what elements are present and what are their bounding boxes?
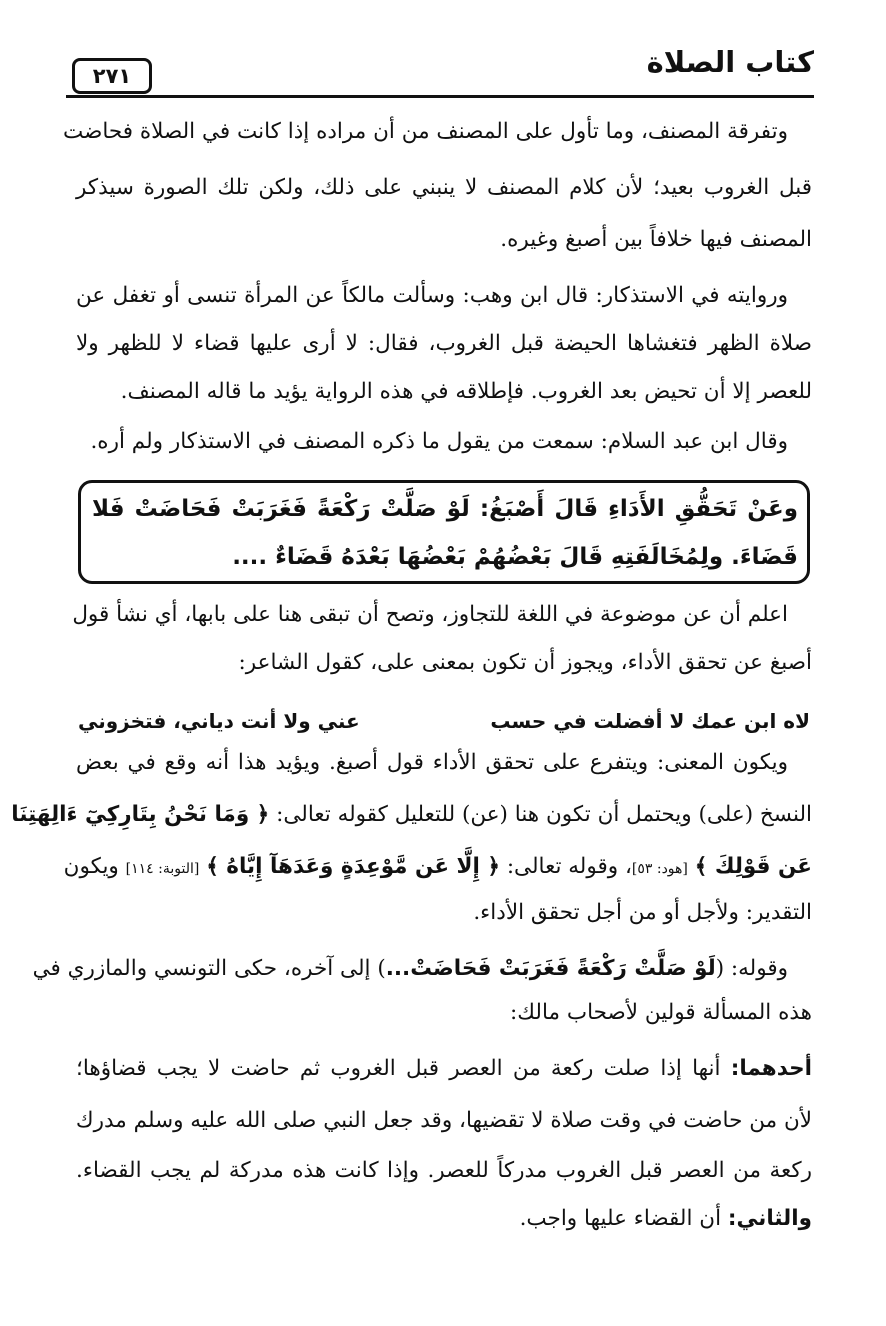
verse-reference: [هود: ٥٣]: [631, 861, 688, 877]
header-rule: [66, 95, 814, 98]
text-line: صلاة الظهر فتغشاها الحيضة قبل الغروب، فقال: لا أرى عليها قضاء لا للظهر ولا: [76, 331, 812, 356]
lead-word: أحدهما:: [730, 1056, 812, 1081]
page-number: ٢٧١: [72, 58, 152, 94]
quran-quote: ﴿ وَمَا نَحْنُ بِتَارِكِيٓ ءَالِهَتِنَا: [11, 802, 270, 827]
text-span: وقوله: (: [715, 956, 788, 981]
verse-reference: [التوبة: ١١٤]: [125, 861, 200, 877]
quran-quote: ﴿ إِلَّا عَن مَّوْعِدَةٍ وَعَدَهَآ إِيَّاهُ ﴾: [206, 854, 500, 879]
text-span: ويكون: [63, 854, 119, 879]
text-line: التقدير: ولأجل أو من أجل تحقق الأداء.: [473, 900, 812, 925]
text-line: وروايته في الاستذكار: قال ابن وهب: وسألت مالكاً عن المرأة تنسى أو تغفل عن: [76, 283, 788, 308]
text-span: ) إلى آخره، حكى التونسي والمازري في: [32, 956, 386, 981]
text-span: أنها إذا صلت ركعة من العصر قبل الغروب ثم حاضت لا يجب قضاؤها؛: [76, 1056, 721, 1081]
text-line: وقال ابن عبد السلام: سمعت من يقول ما ذكره المصنف في الاستذكار ولم أره.: [90, 429, 788, 454]
matn-line: وعَنْ تَحَقُّقِ الأَدَاءِ قَالَ أَصْبَغُ: لَوْ صَلَّتْ رَكْعَةً فَغَرَبَتْ فَحَاضَتْ فَلا: [92, 496, 798, 522]
text-line: [63, 852, 812, 882]
verse-second-hemistich: عني ولا أنت دياني، فتخزوني: [78, 709, 360, 733]
text-line: وتفرقة المصنف، وما تأول على المصنف من أن مراده إذا كانت في الصلاة فحاضت: [62, 119, 788, 144]
text-line: هذه المسألة قولين لأصحاب مالك:: [510, 1000, 812, 1025]
text-line: لأن من حاضت في وقت صلاة لا تقضيها، وقد جعل النبي صلى الله عليه وسلم مدرك: [75, 1108, 812, 1133]
text-span: ، وقوله تعالى:: [506, 854, 632, 879]
text-line: اعلم أن عن موضوعة في اللغة للتجاوز، وتصح أن تبقى هنا على بابها، أي نشأ قول: [72, 602, 788, 627]
text-line: [76, 1054, 812, 1084]
book-title: كتاب الصلاة: [646, 45, 814, 79]
page-header: [66, 38, 814, 102]
text-line: ويكون المعنى: ويتفرع على تحقق الأداء قول أصبغ. ويؤيد هذا أنه وقع في بعض: [76, 750, 788, 775]
lead-word: والثاني:: [727, 1206, 812, 1231]
text-span: أن القضاء عليها واجب.: [519, 1206, 722, 1231]
matn-line: قَضَاءَ. ولِمُخَالَفَتِهِ قَالَ بَعْضُهُمْ بَعْضُهَا بَعْدَهُ قَضَاءٌ ....: [232, 544, 798, 570]
text-line: [11, 800, 812, 830]
text-line: قبل الغروب بعيد؛ لأن كلام المصنف لا ينبني على ذلك، ولكن تلك الصورة سيذكر: [76, 175, 812, 200]
verse-first-hemistich: لاه ابن عمك لا أفضلت في حسب: [490, 709, 810, 733]
quran-quote: عَن قَوْلِكَ ﴾: [694, 854, 812, 879]
text-span: النسخ (على) ويحتمل أن تكون هنا (عن) للتعليل كقوله تعالى:: [276, 802, 812, 827]
text-line: [76, 1204, 812, 1234]
text-line: المصنف فيها خلافاً بين أصبغ وغيره.: [500, 227, 812, 252]
text-line: أصبغ عن تحقق الأداء، ويجوز أن تكون بمعنى على، كقول الشاعر:: [238, 650, 812, 675]
text-line: ركعة من العصر قبل الغروب مدركاً للعصر. وإذا كانت هذه مدركة لم يجب القضاء.: [76, 1158, 812, 1183]
text-line: [32, 954, 788, 984]
quoted-matn: لَوْ صَلَّتْ رَكْعَةً فَغَرَبَتْ فَحَاضَتْ...: [385, 956, 716, 981]
text-line: للعصر إلا أن تحيض بعد الغروب. فإطلاقه في هذه الرواية يؤيد ما قاله المصنف.: [120, 379, 812, 404]
